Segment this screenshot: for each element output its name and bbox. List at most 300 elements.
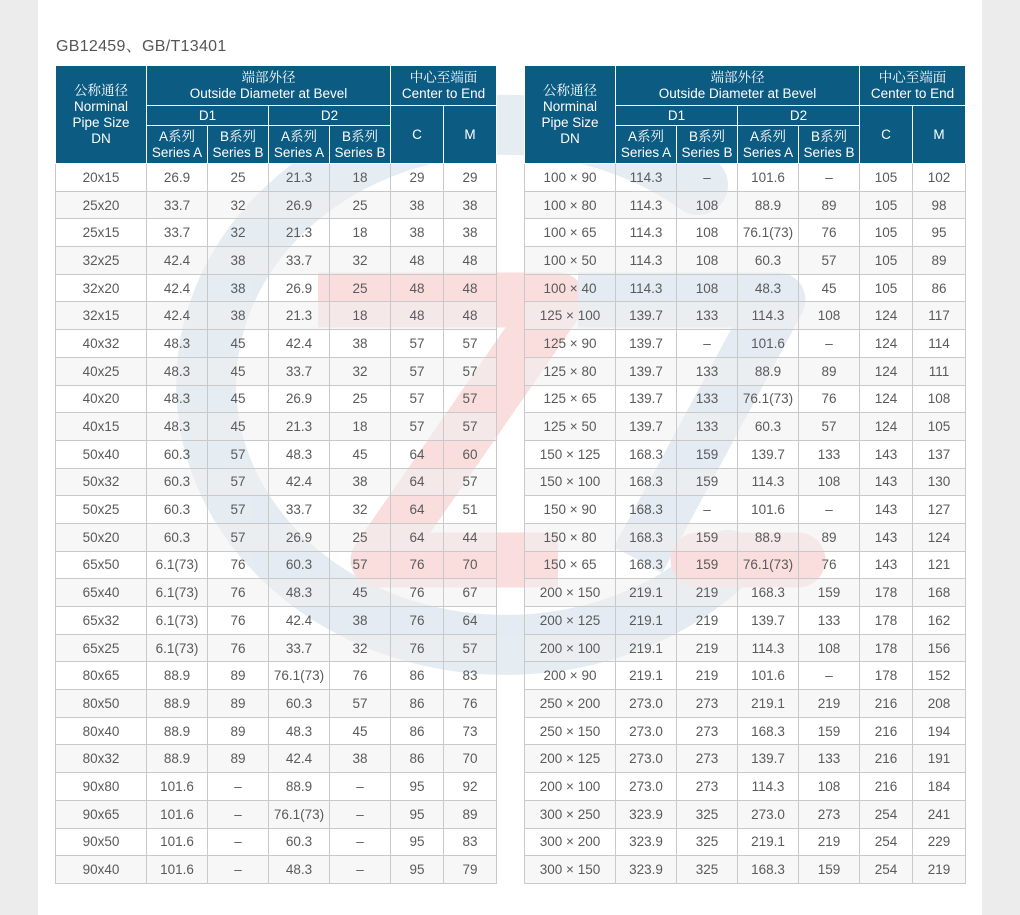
table-row — [56, 856, 497, 884]
cell-dn: 90x65 — [56, 800, 147, 828]
cell-center-to-end-m: 48 — [444, 247, 497, 275]
cell-dn: 150 × 80 — [525, 523, 616, 551]
cell-d1-series-a: 6.1(73) — [147, 607, 208, 635]
cell-center-to-end-m: 127 — [913, 496, 966, 524]
header-outside-diameter: 端部外径 Outside Diameter at Bevel — [147, 66, 391, 106]
table-row — [525, 745, 966, 773]
cell-d1-series-a: 219.1 — [616, 579, 677, 607]
cell-center-to-end-c: 254 — [860, 828, 913, 856]
cell-center-to-end-m: 124 — [913, 523, 966, 551]
cell-d1-series-b: 159 — [677, 523, 738, 551]
cell-d1-series-a: 26.9 — [147, 164, 208, 192]
table-row — [56, 219, 497, 247]
cell-center-to-end-m: 89 — [913, 247, 966, 275]
cell-d1-series-b: 32 — [208, 219, 269, 247]
cell-d1-series-b: 133 — [677, 357, 738, 385]
cell-d2-series-b: 38 — [330, 330, 391, 358]
cell-dn: 200 × 90 — [525, 662, 616, 690]
header-d2-series-a: A系列 Series A — [269, 126, 330, 164]
cell-d1-series-a: 114.3 — [616, 247, 677, 275]
cell-center-to-end-c: 143 — [860, 440, 913, 468]
cell-d2-series-b: 89 — [799, 191, 860, 219]
cell-center-to-end-m: 86 — [913, 274, 966, 302]
header-c: C — [860, 106, 913, 164]
cell-d2-series-b: 38 — [330, 607, 391, 635]
cell-d1-series-b: 89 — [208, 745, 269, 773]
table-row — [525, 357, 966, 385]
cell-d1-series-b: 219 — [677, 634, 738, 662]
table-row — [56, 607, 497, 635]
cell-center-to-end-c: 64 — [391, 440, 444, 468]
table-row — [525, 662, 966, 690]
cell-d1-series-a: 88.9 — [147, 690, 208, 718]
cell-dn: 50x40 — [56, 440, 147, 468]
cell-d1-series-a: 219.1 — [616, 662, 677, 690]
cell-d2-series-b: 108 — [799, 634, 860, 662]
cell-d2-series-b: 32 — [330, 247, 391, 275]
cell-center-to-end-m: 111 — [913, 357, 966, 385]
spec-table-right — [524, 65, 966, 884]
table-row — [56, 164, 497, 192]
table-row — [56, 662, 497, 690]
table-row — [525, 247, 966, 275]
header-outside-diameter: 端部外径 Outside Diameter at Bevel — [616, 66, 860, 106]
cell-center-to-end-m: 89 — [444, 800, 497, 828]
cell-d1-series-a: 60.3 — [147, 523, 208, 551]
cell-center-to-end-m: 57 — [444, 330, 497, 358]
cell-center-to-end-c: 48 — [391, 274, 444, 302]
cell-d1-series-a: 114.3 — [616, 274, 677, 302]
cell-d2-series-b: 18 — [330, 164, 391, 192]
cell-d2-series-b: 89 — [799, 523, 860, 551]
header-m: M — [913, 106, 966, 164]
cell-d1-series-a: 88.9 — [147, 745, 208, 773]
cell-dn: 80x32 — [56, 745, 147, 773]
cell-d1-series-a: 273.0 — [616, 717, 677, 745]
cell-d1-series-a: 139.7 — [616, 357, 677, 385]
cell-d2-series-b: 32 — [330, 496, 391, 524]
cell-center-to-end-c: 29 — [391, 164, 444, 192]
cell-d1-series-a: 323.9 — [616, 800, 677, 828]
cell-d2-series-a: 114.3 — [738, 773, 799, 801]
cell-d2-series-a: 114.3 — [738, 302, 799, 330]
cell-d1-series-b: 57 — [208, 523, 269, 551]
cell-dn: 100 × 80 — [525, 191, 616, 219]
cell-d2-series-b: 57 — [330, 690, 391, 718]
table-row — [56, 191, 497, 219]
cell-d2-series-a: 60.3 — [269, 828, 330, 856]
cell-d1-series-b: 133 — [677, 385, 738, 413]
table-row — [56, 247, 497, 275]
cell-d2-series-a: 26.9 — [269, 191, 330, 219]
cell-d2-series-b: 45 — [330, 717, 391, 745]
cell-center-to-end-m: 70 — [444, 551, 497, 579]
cell-d1-series-a: 6.1(73) — [147, 634, 208, 662]
table-row — [525, 302, 966, 330]
table-row — [525, 191, 966, 219]
cell-dn: 100 × 40 — [525, 274, 616, 302]
cell-center-to-end-c: 216 — [860, 745, 913, 773]
cell-d1-series-b: 159 — [677, 440, 738, 468]
cell-d2-series-b: 76 — [799, 385, 860, 413]
cell-d1-series-a: 273.0 — [616, 690, 677, 718]
cell-center-to-end-c: 76 — [391, 579, 444, 607]
cell-d2-series-b: 38 — [330, 745, 391, 773]
cell-d2-series-a: 33.7 — [269, 634, 330, 662]
cell-d1-series-a: 219.1 — [616, 607, 677, 635]
cell-d2-series-a: 114.3 — [738, 634, 799, 662]
table-row — [56, 690, 497, 718]
cell-d1-series-b: 89 — [208, 717, 269, 745]
cell-d1-series-a: 33.7 — [147, 219, 208, 247]
cell-d1-series-a: 219.1 — [616, 634, 677, 662]
table-row — [525, 634, 966, 662]
cell-center-to-end-m: 184 — [913, 773, 966, 801]
cell-center-to-end-c: 216 — [860, 690, 913, 718]
cell-d2-series-a: 273.0 — [738, 800, 799, 828]
cell-d1-series-b: 325 — [677, 856, 738, 884]
cell-center-to-end-c: 76 — [391, 607, 444, 635]
table-row — [525, 164, 966, 192]
cell-d2-series-b: 89 — [799, 357, 860, 385]
cell-d1-series-b: 38 — [208, 274, 269, 302]
cell-center-to-end-c: 86 — [391, 690, 444, 718]
table-row — [525, 690, 966, 718]
header-d2-series-b: B系列 Series B — [799, 126, 860, 164]
cell-d2-series-a: 33.7 — [269, 496, 330, 524]
cell-center-to-end-m: 219 — [913, 856, 966, 884]
cell-dn: 150 × 125 — [525, 440, 616, 468]
cell-center-to-end-m: 64 — [444, 607, 497, 635]
cell-d2-series-b: 159 — [799, 717, 860, 745]
page-title: GB12459、GB/T13401 — [56, 38, 227, 55]
cell-d1-series-a: 60.3 — [147, 496, 208, 524]
cell-d2-series-b: – — [799, 330, 860, 358]
cell-center-to-end-c: 124 — [860, 357, 913, 385]
cell-center-to-end-m: 162 — [913, 607, 966, 635]
cell-d1-series-a: 168.3 — [616, 551, 677, 579]
cell-center-to-end-m: 168 — [913, 579, 966, 607]
cell-dn: 200 × 100 — [525, 773, 616, 801]
cell-d1-series-a: 139.7 — [616, 330, 677, 358]
cell-d2-series-b: – — [330, 773, 391, 801]
cell-center-to-end-c: 143 — [860, 523, 913, 551]
cell-d2-series-a: 88.9 — [738, 523, 799, 551]
cell-d1-series-a: 88.9 — [147, 662, 208, 690]
header-d1: D1 — [616, 106, 738, 126]
cell-dn: 150 × 65 — [525, 551, 616, 579]
cell-center-to-end-c: 254 — [860, 856, 913, 884]
cell-center-to-end-m: 57 — [444, 357, 497, 385]
cell-d2-series-a: 219.1 — [738, 828, 799, 856]
table-row — [525, 496, 966, 524]
cell-dn: 32x25 — [56, 247, 147, 275]
cell-d2-series-b: 133 — [799, 440, 860, 468]
cell-dn: 65x25 — [56, 634, 147, 662]
cell-center-to-end-c: 178 — [860, 662, 913, 690]
cell-d1-series-b: – — [677, 496, 738, 524]
cell-dn: 40x20 — [56, 385, 147, 413]
cell-center-to-end-m: 152 — [913, 662, 966, 690]
cell-center-to-end-m: 156 — [913, 634, 966, 662]
cell-d2-series-a: 168.3 — [738, 717, 799, 745]
table-row — [56, 551, 497, 579]
cell-center-to-end-m: 102 — [913, 164, 966, 192]
cell-center-to-end-m: 105 — [913, 413, 966, 441]
cell-dn: 50x20 — [56, 523, 147, 551]
cell-d1-series-b: 219 — [677, 579, 738, 607]
cell-d2-series-a: 139.7 — [738, 607, 799, 635]
cell-dn: 100 × 90 — [525, 164, 616, 192]
cell-dn: 200 × 100 — [525, 634, 616, 662]
cell-d2-series-b: – — [330, 800, 391, 828]
cell-d1-series-a: 168.3 — [616, 523, 677, 551]
cell-center-to-end-m: 48 — [444, 274, 497, 302]
cell-dn: 150 × 90 — [525, 496, 616, 524]
cell-d2-series-a: 88.9 — [738, 357, 799, 385]
cell-center-to-end-m: 83 — [444, 662, 497, 690]
cell-d2-series-a: 21.3 — [269, 219, 330, 247]
cell-d2-series-a: 101.6 — [738, 330, 799, 358]
cell-d2-series-a: 33.7 — [269, 247, 330, 275]
cell-center-to-end-c: 57 — [391, 357, 444, 385]
cell-center-to-end-m: 44 — [444, 523, 497, 551]
cell-d2-series-a: 88.9 — [738, 191, 799, 219]
cell-d2-series-b: – — [330, 856, 391, 884]
cell-d2-series-b: 25 — [330, 385, 391, 413]
table-row — [525, 523, 966, 551]
cell-dn: 65x40 — [56, 579, 147, 607]
cell-d1-series-b: – — [208, 828, 269, 856]
cell-d2-series-a: 76.1(73) — [269, 662, 330, 690]
cell-d2-series-a: 26.9 — [269, 523, 330, 551]
cell-center-to-end-c: 143 — [860, 468, 913, 496]
header-c: C — [391, 106, 444, 164]
cell-d1-series-a: 101.6 — [147, 828, 208, 856]
table-row — [56, 579, 497, 607]
cell-d1-series-b: 45 — [208, 357, 269, 385]
cell-center-to-end-c: 76 — [391, 551, 444, 579]
table-row — [56, 302, 497, 330]
cell-dn: 125 × 50 — [525, 413, 616, 441]
cell-d1-series-a: 48.3 — [147, 385, 208, 413]
table-row — [56, 496, 497, 524]
cell-d2-series-b: 18 — [330, 219, 391, 247]
cell-dn: 250 × 150 — [525, 717, 616, 745]
cell-d2-series-a: 42.4 — [269, 607, 330, 635]
cell-d1-series-b: 219 — [677, 607, 738, 635]
cell-d2-series-a: 48.3 — [269, 579, 330, 607]
cell-d2-series-b: 108 — [799, 302, 860, 330]
cell-d2-series-a: 139.7 — [738, 745, 799, 773]
table-row — [56, 523, 497, 551]
cell-center-to-end-c: 124 — [860, 413, 913, 441]
cell-d1-series-b: 273 — [677, 773, 738, 801]
cell-center-to-end-m: 57 — [444, 385, 497, 413]
cell-d1-series-b: 38 — [208, 302, 269, 330]
cell-d2-series-b: 76 — [799, 551, 860, 579]
table-row — [525, 330, 966, 358]
cell-dn: 90x40 — [56, 856, 147, 884]
header-d1-series-a: A系列 Series A — [616, 126, 677, 164]
table-row — [525, 219, 966, 247]
header-d1-series-b: B系列 Series B — [208, 126, 269, 164]
cell-center-to-end-c: 48 — [391, 247, 444, 275]
cell-d1-series-b: – — [208, 856, 269, 884]
cell-dn: 100 × 50 — [525, 247, 616, 275]
cell-d1-series-a: 273.0 — [616, 745, 677, 773]
cell-d1-series-b: 325 — [677, 828, 738, 856]
cell-d2-series-a: 60.3 — [738, 413, 799, 441]
cell-d2-series-b: 159 — [799, 579, 860, 607]
cell-d1-series-b: 133 — [677, 302, 738, 330]
cell-center-to-end-c: 86 — [391, 662, 444, 690]
cell-d2-series-a: 48.3 — [269, 856, 330, 884]
cell-dn: 300 × 200 — [525, 828, 616, 856]
cell-center-to-end-m: 29 — [444, 164, 497, 192]
cell-d1-series-b: 57 — [208, 468, 269, 496]
cell-dn: 40x15 — [56, 413, 147, 441]
cell-d1-series-b: 159 — [677, 468, 738, 496]
cell-d2-series-b: 108 — [799, 773, 860, 801]
cell-dn: 125 × 80 — [525, 357, 616, 385]
table-row — [56, 274, 497, 302]
cell-center-to-end-m: 83 — [444, 828, 497, 856]
header-d1-series-b: B系列 Series B — [677, 126, 738, 164]
cell-center-to-end-c: 105 — [860, 164, 913, 192]
cell-d2-series-b: 25 — [330, 523, 391, 551]
cell-d1-series-b: 38 — [208, 247, 269, 275]
cell-center-to-end-c: 76 — [391, 634, 444, 662]
cell-center-to-end-c: 86 — [391, 745, 444, 773]
cell-d1-series-a: 101.6 — [147, 800, 208, 828]
cell-d1-series-a: 168.3 — [616, 440, 677, 468]
cell-d1-series-b: 32 — [208, 191, 269, 219]
cell-d2-series-a: 48.3 — [269, 717, 330, 745]
cell-d2-series-b: – — [799, 496, 860, 524]
cell-d1-series-b: 45 — [208, 413, 269, 441]
cell-d1-series-a: 60.3 — [147, 440, 208, 468]
cell-d2-series-b: 25 — [330, 191, 391, 219]
cell-d2-series-a: 48.3 — [269, 440, 330, 468]
cell-dn: 80x65 — [56, 662, 147, 690]
cell-dn: 25x15 — [56, 219, 147, 247]
cell-dn: 50x25 — [56, 496, 147, 524]
cell-dn: 300 × 250 — [525, 800, 616, 828]
header-center-to-end: 中心至端面 Center to End — [860, 66, 966, 106]
cell-center-to-end-c: 178 — [860, 607, 913, 635]
cell-center-to-end-c: 95 — [391, 800, 444, 828]
table-row — [525, 274, 966, 302]
header-dn: 公称通径 Norminal Pipe Size DN — [525, 66, 616, 164]
table-row — [525, 551, 966, 579]
cell-d2-series-a: 139.7 — [738, 440, 799, 468]
cell-dn: 250 × 200 — [525, 690, 616, 718]
cell-d2-series-a: 76.1(73) — [738, 219, 799, 247]
cell-d1-series-b: 159 — [677, 551, 738, 579]
cell-center-to-end-m: 191 — [913, 745, 966, 773]
cell-center-to-end-c: 38 — [391, 191, 444, 219]
cell-center-to-end-c: 95 — [391, 856, 444, 884]
cell-dn: 50x32 — [56, 468, 147, 496]
cell-d1-series-a: 114.3 — [616, 219, 677, 247]
cell-center-to-end-c: 105 — [860, 274, 913, 302]
cell-center-to-end-m: 208 — [913, 690, 966, 718]
cell-center-to-end-m: 137 — [913, 440, 966, 468]
cell-d1-series-a: 48.3 — [147, 413, 208, 441]
cell-d1-series-a: 42.4 — [147, 274, 208, 302]
cell-d2-series-a: 168.3 — [738, 856, 799, 884]
cell-d2-series-a: 42.4 — [269, 745, 330, 773]
cell-dn: 32x20 — [56, 274, 147, 302]
cell-d2-series-a: 26.9 — [269, 385, 330, 413]
table-row — [56, 745, 497, 773]
cell-d2-series-a: 33.7 — [269, 357, 330, 385]
table-body-right — [525, 164, 966, 884]
header-d2: D2 — [269, 106, 391, 126]
cell-dn: 40x32 — [56, 330, 147, 358]
cell-d1-series-b: 45 — [208, 385, 269, 413]
cell-d1-series-a: 139.7 — [616, 413, 677, 441]
cell-d2-series-b: 38 — [330, 468, 391, 496]
cell-dn: 150 × 100 — [525, 468, 616, 496]
cell-center-to-end-m: 38 — [444, 191, 497, 219]
cell-d1-series-a: 42.4 — [147, 302, 208, 330]
cell-center-to-end-c: 64 — [391, 468, 444, 496]
cell-d1-series-b: 108 — [677, 247, 738, 275]
cell-d1-series-b: – — [677, 330, 738, 358]
header-d2-series-b: B系列 Series B — [330, 126, 391, 164]
cell-center-to-end-c: 57 — [391, 413, 444, 441]
cell-d1-series-b: 219 — [677, 662, 738, 690]
cell-center-to-end-m: 108 — [913, 385, 966, 413]
cell-d1-series-b: 108 — [677, 274, 738, 302]
header-d2-series-a: A系列 Series A — [738, 126, 799, 164]
cell-d1-series-a: 273.0 — [616, 773, 677, 801]
table-row — [525, 607, 966, 635]
cell-d1-series-a: 33.7 — [147, 191, 208, 219]
cell-center-to-end-c: 48 — [391, 302, 444, 330]
cell-d1-series-b: 89 — [208, 690, 269, 718]
cell-dn: 100 × 65 — [525, 219, 616, 247]
cell-d1-series-b: 57 — [208, 496, 269, 524]
table-row — [525, 579, 966, 607]
cell-dn: 80x50 — [56, 690, 147, 718]
cell-center-to-end-c: 178 — [860, 634, 913, 662]
header-center-to-end: 中心至端面 Center to End — [391, 66, 497, 106]
cell-d1-series-a: 139.7 — [616, 385, 677, 413]
cell-center-to-end-c: 64 — [391, 496, 444, 524]
table-row — [525, 773, 966, 801]
table-row — [525, 800, 966, 828]
cell-d2-series-a: 21.3 — [269, 164, 330, 192]
cell-dn: 125 × 65 — [525, 385, 616, 413]
cell-dn: 90x80 — [56, 773, 147, 801]
cell-d1-series-a: 114.3 — [616, 191, 677, 219]
cell-center-to-end-c: 105 — [860, 247, 913, 275]
cell-center-to-end-m: 38 — [444, 219, 497, 247]
cell-center-to-end-m: 57 — [444, 413, 497, 441]
cell-d2-series-a: 76.1(73) — [738, 551, 799, 579]
cell-d2-series-b: 32 — [330, 634, 391, 662]
cell-d1-series-a: 168.3 — [616, 468, 677, 496]
table-row — [525, 413, 966, 441]
cell-center-to-end-c: 64 — [391, 523, 444, 551]
cell-d2-series-a: 76.1(73) — [738, 385, 799, 413]
cell-center-to-end-m: 67 — [444, 579, 497, 607]
cell-d2-series-a: 101.6 — [738, 496, 799, 524]
cell-d1-series-b: – — [677, 164, 738, 192]
